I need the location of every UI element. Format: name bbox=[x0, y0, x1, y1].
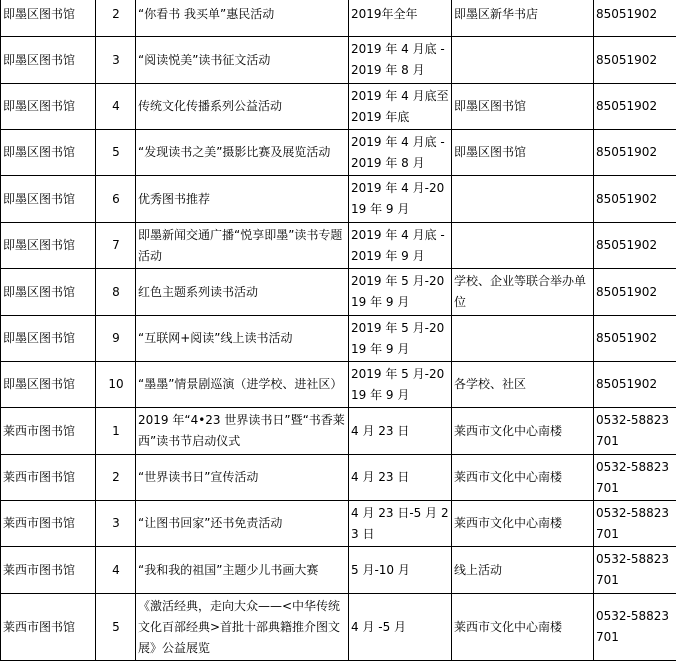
activity-cell: “阅读悦美”读书征文活动 bbox=[136, 37, 349, 84]
activity-cell: “我和我的祖国”主题少儿书画大赛 bbox=[136, 547, 349, 594]
number-cell: 4 bbox=[96, 547, 136, 594]
venue-cell: 即墨区新华书店 bbox=[452, 0, 594, 37]
activity-cell: 即墨新闻交通广播“悦享即墨”读书专题活动 bbox=[136, 223, 349, 269]
number-cell: 10 bbox=[96, 362, 136, 408]
venue-cell: 学校、企业等联合举办单位 bbox=[452, 269, 594, 316]
phone-cell: 85051902 bbox=[594, 269, 676, 316]
table-row bbox=[1, 455, 676, 501]
table-row bbox=[1, 176, 676, 223]
time-cell: 2019 年 5 月-2019 年 9 月 bbox=[349, 362, 452, 408]
table-row bbox=[1, 0, 676, 37]
library-cell: 即墨区图书馆 bbox=[1, 84, 96, 130]
time-cell: 2019 年 4 月底 -2019 年 9 月 bbox=[349, 223, 452, 269]
table-row bbox=[1, 37, 676, 84]
library-cell: 莱西市图书馆 bbox=[1, 594, 96, 661]
activity-cell: 2019 年“4•23 世界读书日”暨“书香莱西”读书节启动仪式 bbox=[136, 408, 349, 455]
library-cell: 即墨区图书馆 bbox=[1, 223, 96, 269]
activity-cell: “互联网+阅读”线上读书活动 bbox=[136, 316, 349, 362]
venue-cell: 即墨区图书馆 bbox=[452, 84, 594, 130]
activity-cell: 优秀图书推荐 bbox=[136, 176, 349, 223]
phone-cell: 85051902 bbox=[594, 37, 676, 84]
table-row bbox=[1, 223, 676, 269]
number-cell: 1 bbox=[96, 408, 136, 455]
time-cell: 2019 年 4 月底至 2019 年底 bbox=[349, 84, 452, 130]
activity-table-body bbox=[1, 0, 676, 661]
number-cell: 2 bbox=[96, 0, 136, 37]
activity-cell: “世界读书日”宣传活动 bbox=[136, 455, 349, 501]
time-cell: 4 月 23 日 bbox=[349, 455, 452, 501]
phone-cell: 85051902 bbox=[594, 130, 676, 176]
time-cell: 4 月 23 日-5 月 23 日 bbox=[349, 501, 452, 547]
library-cell: 即墨区图书馆 bbox=[1, 37, 96, 84]
number-cell: 7 bbox=[96, 223, 136, 269]
time-cell: 2019年全年 bbox=[349, 0, 452, 37]
venue-cell: 莱西市文化中心南楼 bbox=[452, 408, 594, 455]
venue-cell: 线上活动 bbox=[452, 547, 594, 594]
library-cell: 即墨区图书馆 bbox=[1, 0, 96, 37]
phone-cell: 85051902 bbox=[594, 0, 676, 37]
table-row bbox=[1, 594, 676, 661]
time-cell: 2019 年 4 月底 -2019 年 8 月 bbox=[349, 37, 452, 84]
library-cell: 莱西市图书馆 bbox=[1, 501, 96, 547]
venue-cell: 莱西市文化中心南楼 bbox=[452, 501, 594, 547]
table-row bbox=[1, 501, 676, 547]
number-cell: 5 bbox=[96, 594, 136, 661]
time-cell: 4 月 -5 月 bbox=[349, 594, 452, 661]
time-cell: 2019 年 5 月-2019 年 9 月 bbox=[349, 269, 452, 316]
table-row bbox=[1, 408, 676, 455]
activity-cell: 红色主题系列读书活动 bbox=[136, 269, 349, 316]
table-row bbox=[1, 84, 676, 130]
time-cell: 5 月-10 月 bbox=[349, 547, 452, 594]
number-cell: 3 bbox=[96, 37, 136, 84]
venue-cell: 各学校、社区 bbox=[452, 362, 594, 408]
venue-cell: 莱西市文化中心南楼 bbox=[452, 455, 594, 501]
phone-cell: 85051902 bbox=[594, 223, 676, 269]
number-cell: 9 bbox=[96, 316, 136, 362]
venue-cell bbox=[452, 37, 594, 84]
activity-cell: “让图书回家”还书免责活动 bbox=[136, 501, 349, 547]
phone-cell: 0532-58823701 bbox=[594, 594, 676, 661]
phone-cell: 0532-58823701 bbox=[594, 455, 676, 501]
table-row bbox=[1, 547, 676, 594]
library-cell: 莱西市图书馆 bbox=[1, 408, 96, 455]
table-row bbox=[1, 130, 676, 176]
time-cell: 4 月 23 日 bbox=[349, 408, 452, 455]
activity-cell: “你看书 我买单”惠民活动 bbox=[136, 0, 349, 37]
time-cell: 2019 年 5 月-2019 年 9 月 bbox=[349, 316, 452, 362]
activity-cell: 传统文化传播系列公益活动 bbox=[136, 84, 349, 130]
time-cell: 2019 年 4 月底 -2019 年 8 月 bbox=[349, 130, 452, 176]
venue-cell bbox=[452, 223, 594, 269]
number-cell: 5 bbox=[96, 130, 136, 176]
library-cell: 即墨区图书馆 bbox=[1, 130, 96, 176]
phone-cell: 85051902 bbox=[594, 176, 676, 223]
venue-cell bbox=[452, 316, 594, 362]
activity-cell: 《激活经典，走向大众——<中华传统文化百部经典>首批十部典籍推介图文展》公益展览 bbox=[136, 594, 349, 661]
phone-cell: 0532-58823701 bbox=[594, 547, 676, 594]
table-row bbox=[1, 269, 676, 316]
phone-cell: 85051902 bbox=[594, 362, 676, 408]
number-cell: 6 bbox=[96, 176, 136, 223]
library-cell: 莱西市图书馆 bbox=[1, 455, 96, 501]
phone-cell: 85051902 bbox=[594, 84, 676, 130]
activity-cell: “墨墨”情景剧巡演（进学校、进社区） bbox=[136, 362, 349, 408]
library-cell: 莱西市图书馆 bbox=[1, 547, 96, 594]
number-cell: 4 bbox=[96, 84, 136, 130]
library-cell: 即墨区图书馆 bbox=[1, 362, 96, 408]
number-cell: 2 bbox=[96, 455, 136, 501]
number-cell: 8 bbox=[96, 269, 136, 316]
number-cell: 3 bbox=[96, 501, 136, 547]
phone-cell: 85051902 bbox=[594, 316, 676, 362]
activity-cell: “发现读书之美”摄影比赛及展览活动 bbox=[136, 130, 349, 176]
venue-cell bbox=[452, 176, 594, 223]
library-cell: 即墨区图书馆 bbox=[1, 316, 96, 362]
library-cell: 即墨区图书馆 bbox=[1, 176, 96, 223]
venue-cell: 即墨区图书馆 bbox=[452, 130, 594, 176]
library-cell: 即墨区图书馆 bbox=[1, 269, 96, 316]
venue-cell: 莱西市文化中心南楼 bbox=[452, 594, 594, 661]
table-row bbox=[1, 362, 676, 408]
time-cell: 2019 年 4 月-2019 年 9 月 bbox=[349, 176, 452, 223]
phone-cell: 0532-58823701 bbox=[594, 501, 676, 547]
table-row bbox=[1, 316, 676, 362]
phone-cell: 0532-58823701 bbox=[594, 408, 676, 455]
